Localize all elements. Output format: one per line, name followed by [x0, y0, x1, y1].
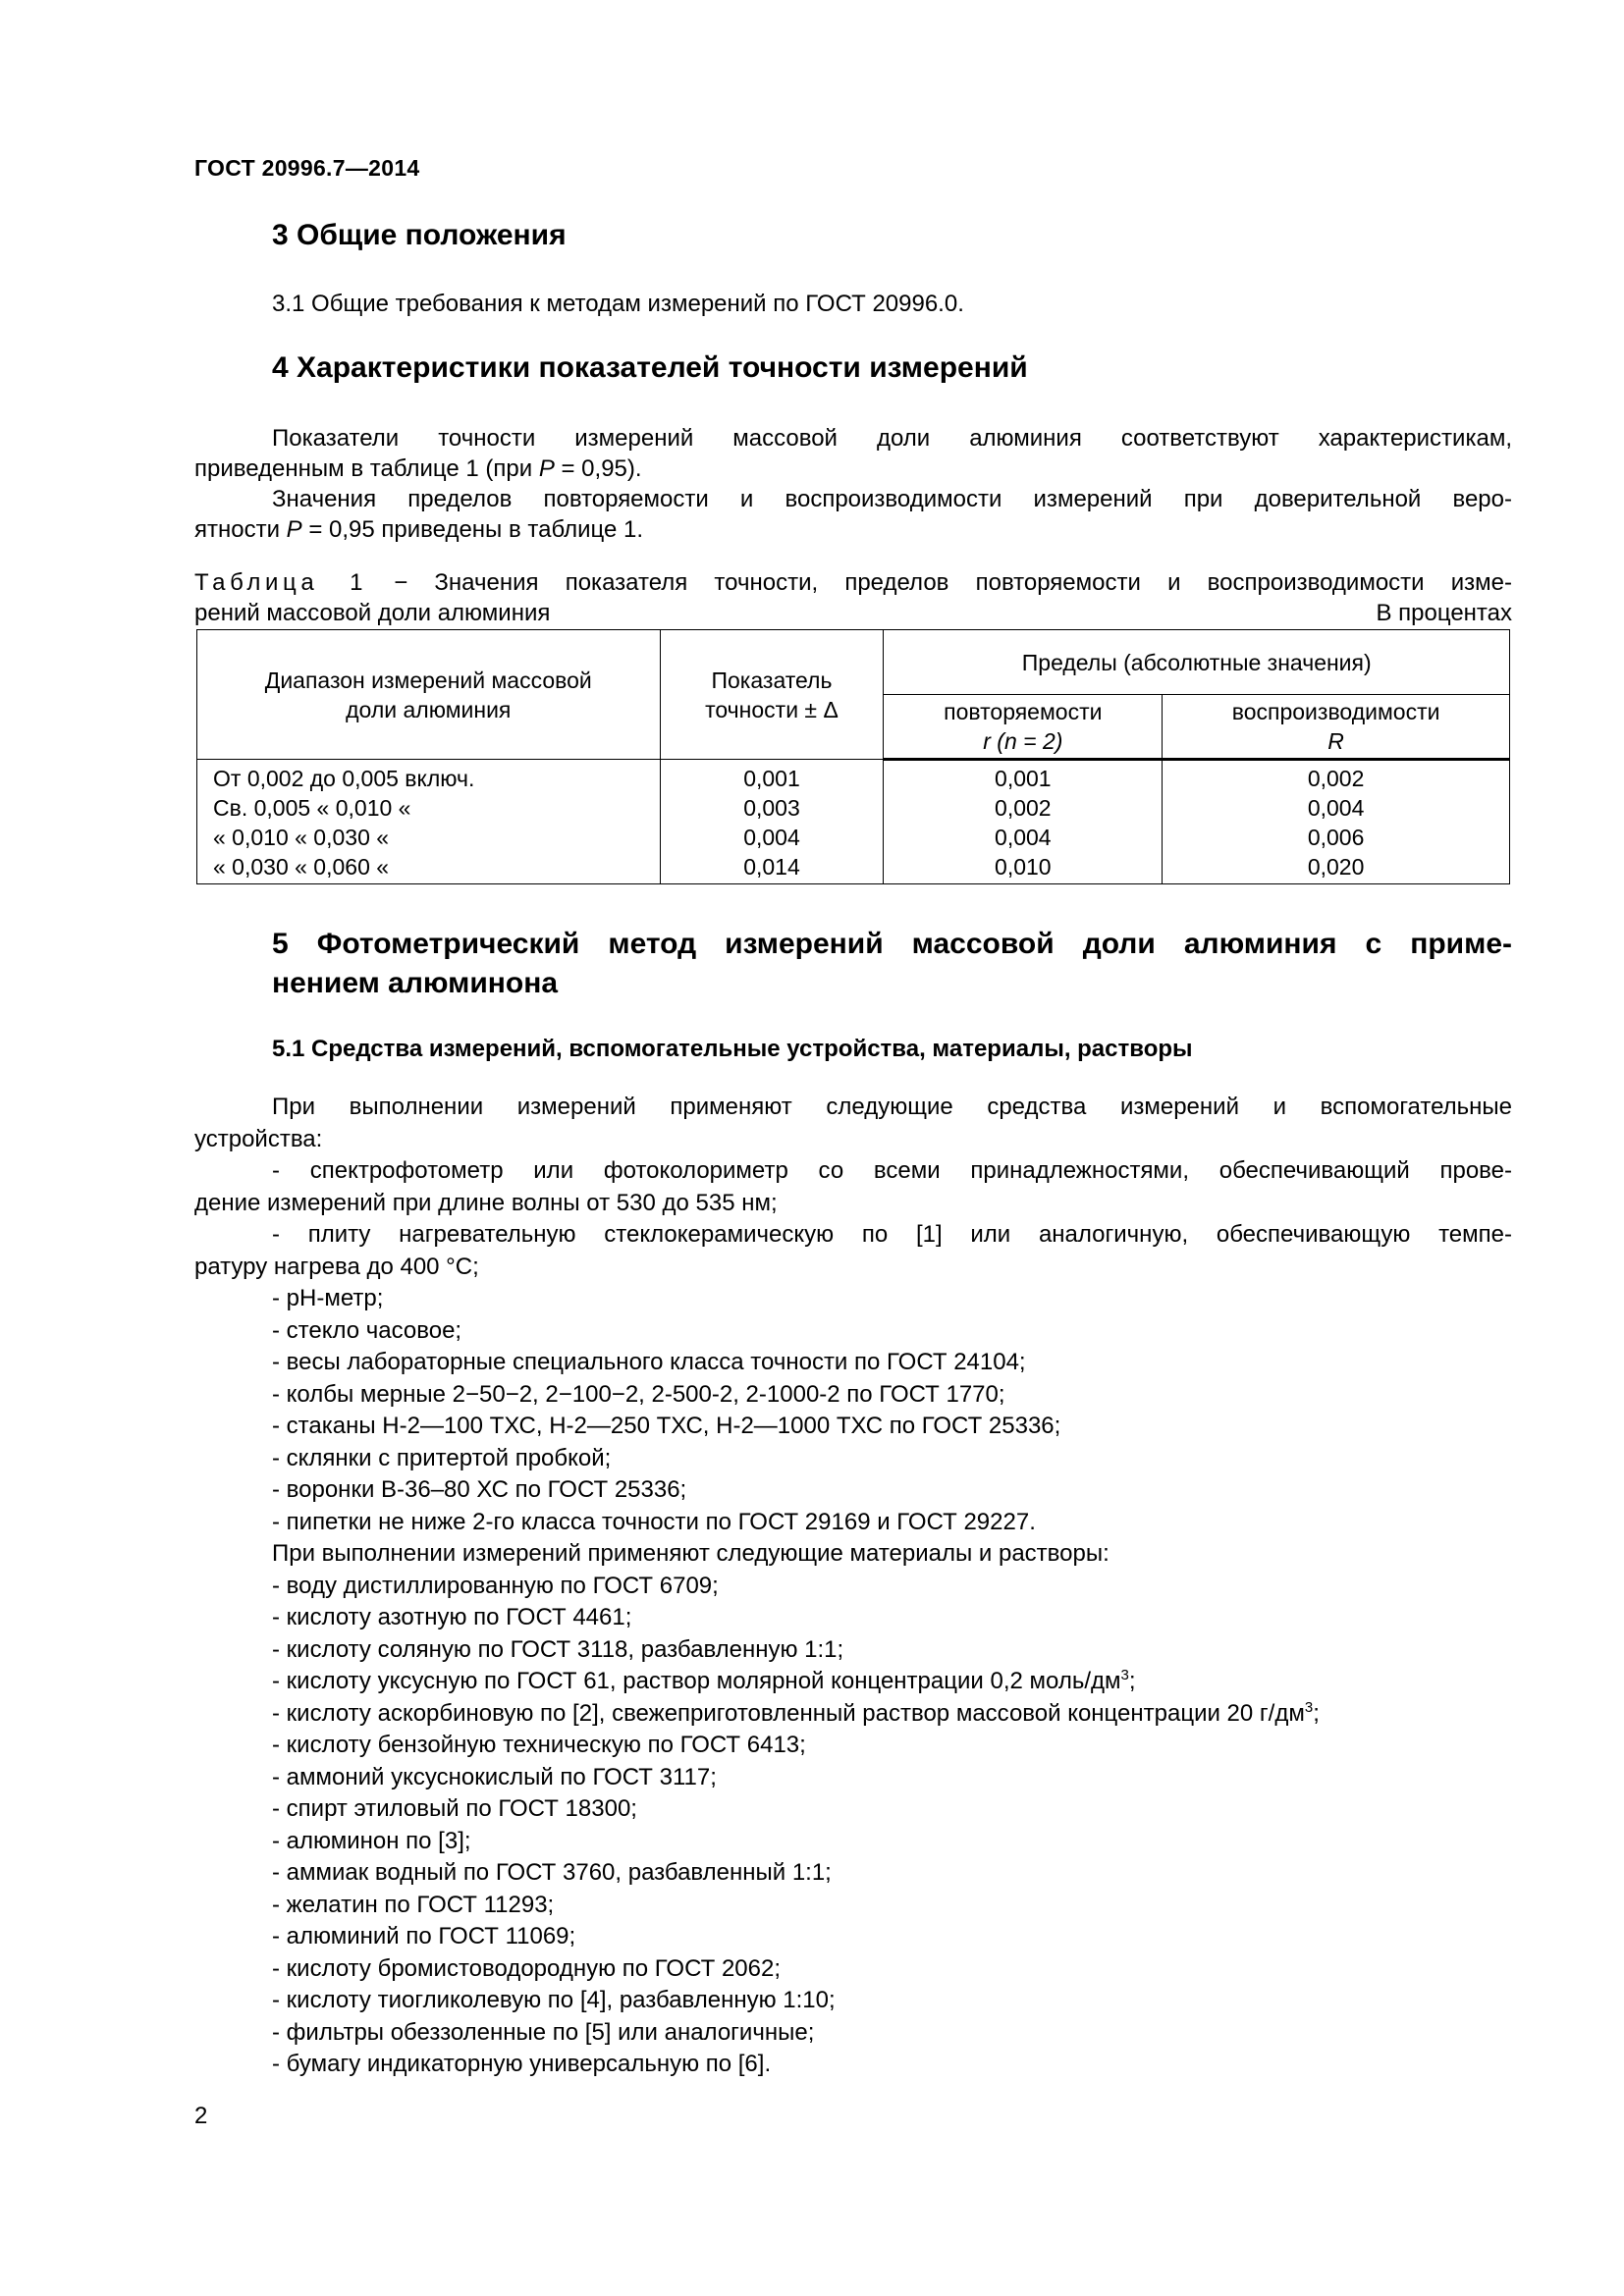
variable: P	[286, 516, 302, 543]
list-item: - кислоту бромистоводородную по ГОСТ 2062;	[272, 1954, 782, 1982]
table-row	[197, 823, 1510, 852]
section-3-1-paragraph: 3.1 Общие требования к методам измерений по ГОСТ 20996.0.	[272, 291, 964, 317]
list-item: - стаканы Н-2—100 ТХС, Н-2—250 ТХС, Н-2—1000 ТХС по ГОСТ 25336;	[272, 1413, 1061, 1439]
paragraph-line: Показатели точности измерений массовой доли алюминия соответствуют характеристикам,	[272, 425, 1512, 452]
list-item: - воду дистиллированную по ГОСТ 6709;	[272, 1572, 719, 1599]
cell-range: От 0,002 до 0,005 включ.	[197, 760, 661, 794]
page-number: 2	[194, 2103, 208, 2129]
text-run: приведенным в таблице 1 (при	[194, 455, 539, 482]
variable: P	[538, 455, 555, 482]
list-item: - кислоту соляную по ГОСТ 3118, разбавленную 1:1;	[272, 1635, 844, 1663]
paragraph-line: устройства:	[194, 1125, 323, 1152]
list-item: - спектрофотометр или фотоколориметр со всеми принадлежностями, обеспечивающий прове-	[272, 1157, 1512, 1184]
list-item-continuation: дение измерений при длине волны от 530 до 535 нм;	[194, 1189, 778, 1216]
header-repeatability	[884, 695, 1163, 760]
cell-range: « 0,030 « 0,060 «	[197, 852, 661, 884]
paragraph-line	[194, 514, 1512, 545]
paragraph-line: При выполнении измерений применяют следующие средства измерений и вспомогательные	[272, 1094, 1512, 1120]
cell-repeatability: 0,002	[884, 793, 1163, 823]
paragraph-line	[194, 454, 1512, 484]
list-item: - кислоту азотную по ГОСТ 4461;	[272, 1604, 632, 1630]
table-row	[197, 793, 1510, 823]
list-item	[194, 1666, 1512, 1698]
section-4-paragraph-1	[194, 423, 1512, 545]
cell-range: « 0,010 « 0,030 «	[197, 823, 661, 852]
text-run: ;	[1128, 1668, 1136, 1694]
title-line: нением алюминона	[272, 967, 559, 999]
cell-accuracy: 0,004	[660, 823, 884, 852]
table-1	[196, 629, 1510, 884]
header-reproducibility-var: R	[1327, 728, 1344, 754]
list-item: - кислоту бензойную техническую по ГОСТ 6413;	[272, 1732, 806, 1758]
header-limits: Пределы (абсолютные значения)	[884, 630, 1510, 695]
text-run: - кислоту аскорбиновую по [2], свежеприготовленный раствор массовой концентрации 20 г/дм	[272, 1699, 1305, 1727]
paragraph-line: Значения пределов повторяемости и воспроизводимости измерений при доверительной веро-	[272, 486, 1512, 512]
cell-accuracy: 0,003	[660, 793, 884, 823]
header-repeatability-var: r (n = 2)	[983, 728, 1063, 754]
list-item: - весы лабораторные специального класса точности по ГОСТ 24104;	[272, 1349, 1026, 1375]
section-5-1-title: 5.1 Средства измерений, вспомогательные устройства, материалы, растворы	[272, 1036, 1193, 1062]
caption-line: рений массовой доли алюминия	[194, 600, 551, 626]
list-item: - аммоний уксуснокислый по ГОСТ 3117;	[272, 1763, 717, 1790]
list-item: - аммиак водный по ГОСТ 3760, разбавленный 1:1;	[272, 1859, 832, 1886]
header-repeatability-label: повторяемости	[944, 699, 1103, 724]
table-label: Таблица 1	[194, 569, 368, 596]
text-run: ;	[1313, 1699, 1320, 1727]
document-code: ГОСТ 20996.7—2014	[194, 155, 420, 181]
cell-accuracy: 0,001	[660, 760, 884, 794]
cell-repeatability: 0,010	[884, 852, 1163, 884]
list-item: - стекло часовое;	[272, 1316, 462, 1344]
header-accuracy: Показатель точности ± Δ	[660, 630, 884, 760]
list-item: - фильтры обеззоленные по [5] или аналогичные;	[272, 2018, 815, 2046]
cell-reproducibility: 0,006	[1163, 823, 1510, 852]
cell-reproducibility: 0,002	[1163, 760, 1510, 794]
list-item: - pH-метр;	[272, 1285, 384, 1311]
list-item: - кислоту тиогликолевую по [4], разбавленную 1:10;	[272, 1987, 836, 2013]
title-line: 5 Фотометрический метод измерений массовой доли алюминия с приме-	[272, 928, 1512, 960]
table-header-row	[197, 630, 1510, 695]
text-run: - кислоту уксусную по ГОСТ 61, раствор молярной концентрации 0,2 моль/дм	[272, 1668, 1121, 1694]
materials-intro: При выполнении измерений применяют следующие материалы и растворы:	[272, 1540, 1110, 1567]
header-reproducibility	[1163, 695, 1510, 760]
header-reproducibility-label: воспроизводимости	[1231, 699, 1440, 724]
section-3-title: 3 Общие положения	[272, 219, 567, 251]
list-item: - воронки В-36–80 ХС по ГОСТ 25336;	[272, 1476, 687, 1503]
caption-line	[194, 567, 1512, 598]
table-row	[197, 852, 1510, 884]
text-run: = 0,95 приведены в таблице 1.	[301, 516, 644, 543]
list-item	[194, 1698, 1512, 1731]
cell-range: Св. 0,005 « 0,010 «	[197, 793, 661, 823]
list-item: - алюминон по [3];	[272, 1827, 471, 1854]
section-4-title: 4 Характеристики показателей точности измерений	[272, 351, 1028, 384]
table-1-caption	[194, 567, 1512, 628]
text-run: ятности	[194, 516, 287, 543]
section-5-title	[272, 925, 1512, 1003]
superscript: 3	[1120, 1667, 1129, 1683]
list-item: - колбы мерные 2−50−2, 2−100−2, 2-500-2, 2-1000-2 по ГОСТ 1770;	[272, 1380, 1005, 1408]
header-range: Диапазон измерений массовой доли алюминия	[197, 630, 661, 760]
table-unit: В процентах	[1376, 600, 1512, 626]
superscript: 3	[1304, 1698, 1314, 1716]
text-run: = 0,95).	[554, 455, 642, 482]
list-item: - бумагу индикаторную универсальную по [6].	[272, 2051, 772, 2077]
list-item: - плиту нагревательную стеклокерамическую по [1] или аналогичную, обеспечивающую темпе-	[272, 1221, 1512, 1248]
list-item: - склянки с притертой пробкой;	[272, 1444, 612, 1471]
list-item-continuation: ратуру нагрева до 400 °С;	[194, 1253, 479, 1280]
list-item: - желатин по ГОСТ 11293;	[272, 1891, 555, 1918]
list-item: - спирт этиловый по ГОСТ 18300;	[272, 1795, 637, 1822]
cell-reproducibility: 0,020	[1163, 852, 1510, 884]
list-item: - алюминий по ГОСТ 11069;	[272, 1923, 576, 1949]
cell-repeatability: 0,001	[884, 760, 1163, 794]
list-item: - пипетки не ниже 2-го класса точности по ГОСТ 29169 и ГОСТ 29227.	[272, 1508, 1036, 1535]
cell-reproducibility: 0,004	[1163, 793, 1510, 823]
caption-text: − Значения показателя точности, пределов повторяемости и воспроизводимости изме-	[367, 569, 1512, 596]
cell-repeatability: 0,004	[884, 823, 1163, 852]
table-row	[197, 760, 1510, 794]
section-5-1-body	[194, 1092, 1512, 2081]
cell-accuracy: 0,014	[660, 852, 884, 884]
